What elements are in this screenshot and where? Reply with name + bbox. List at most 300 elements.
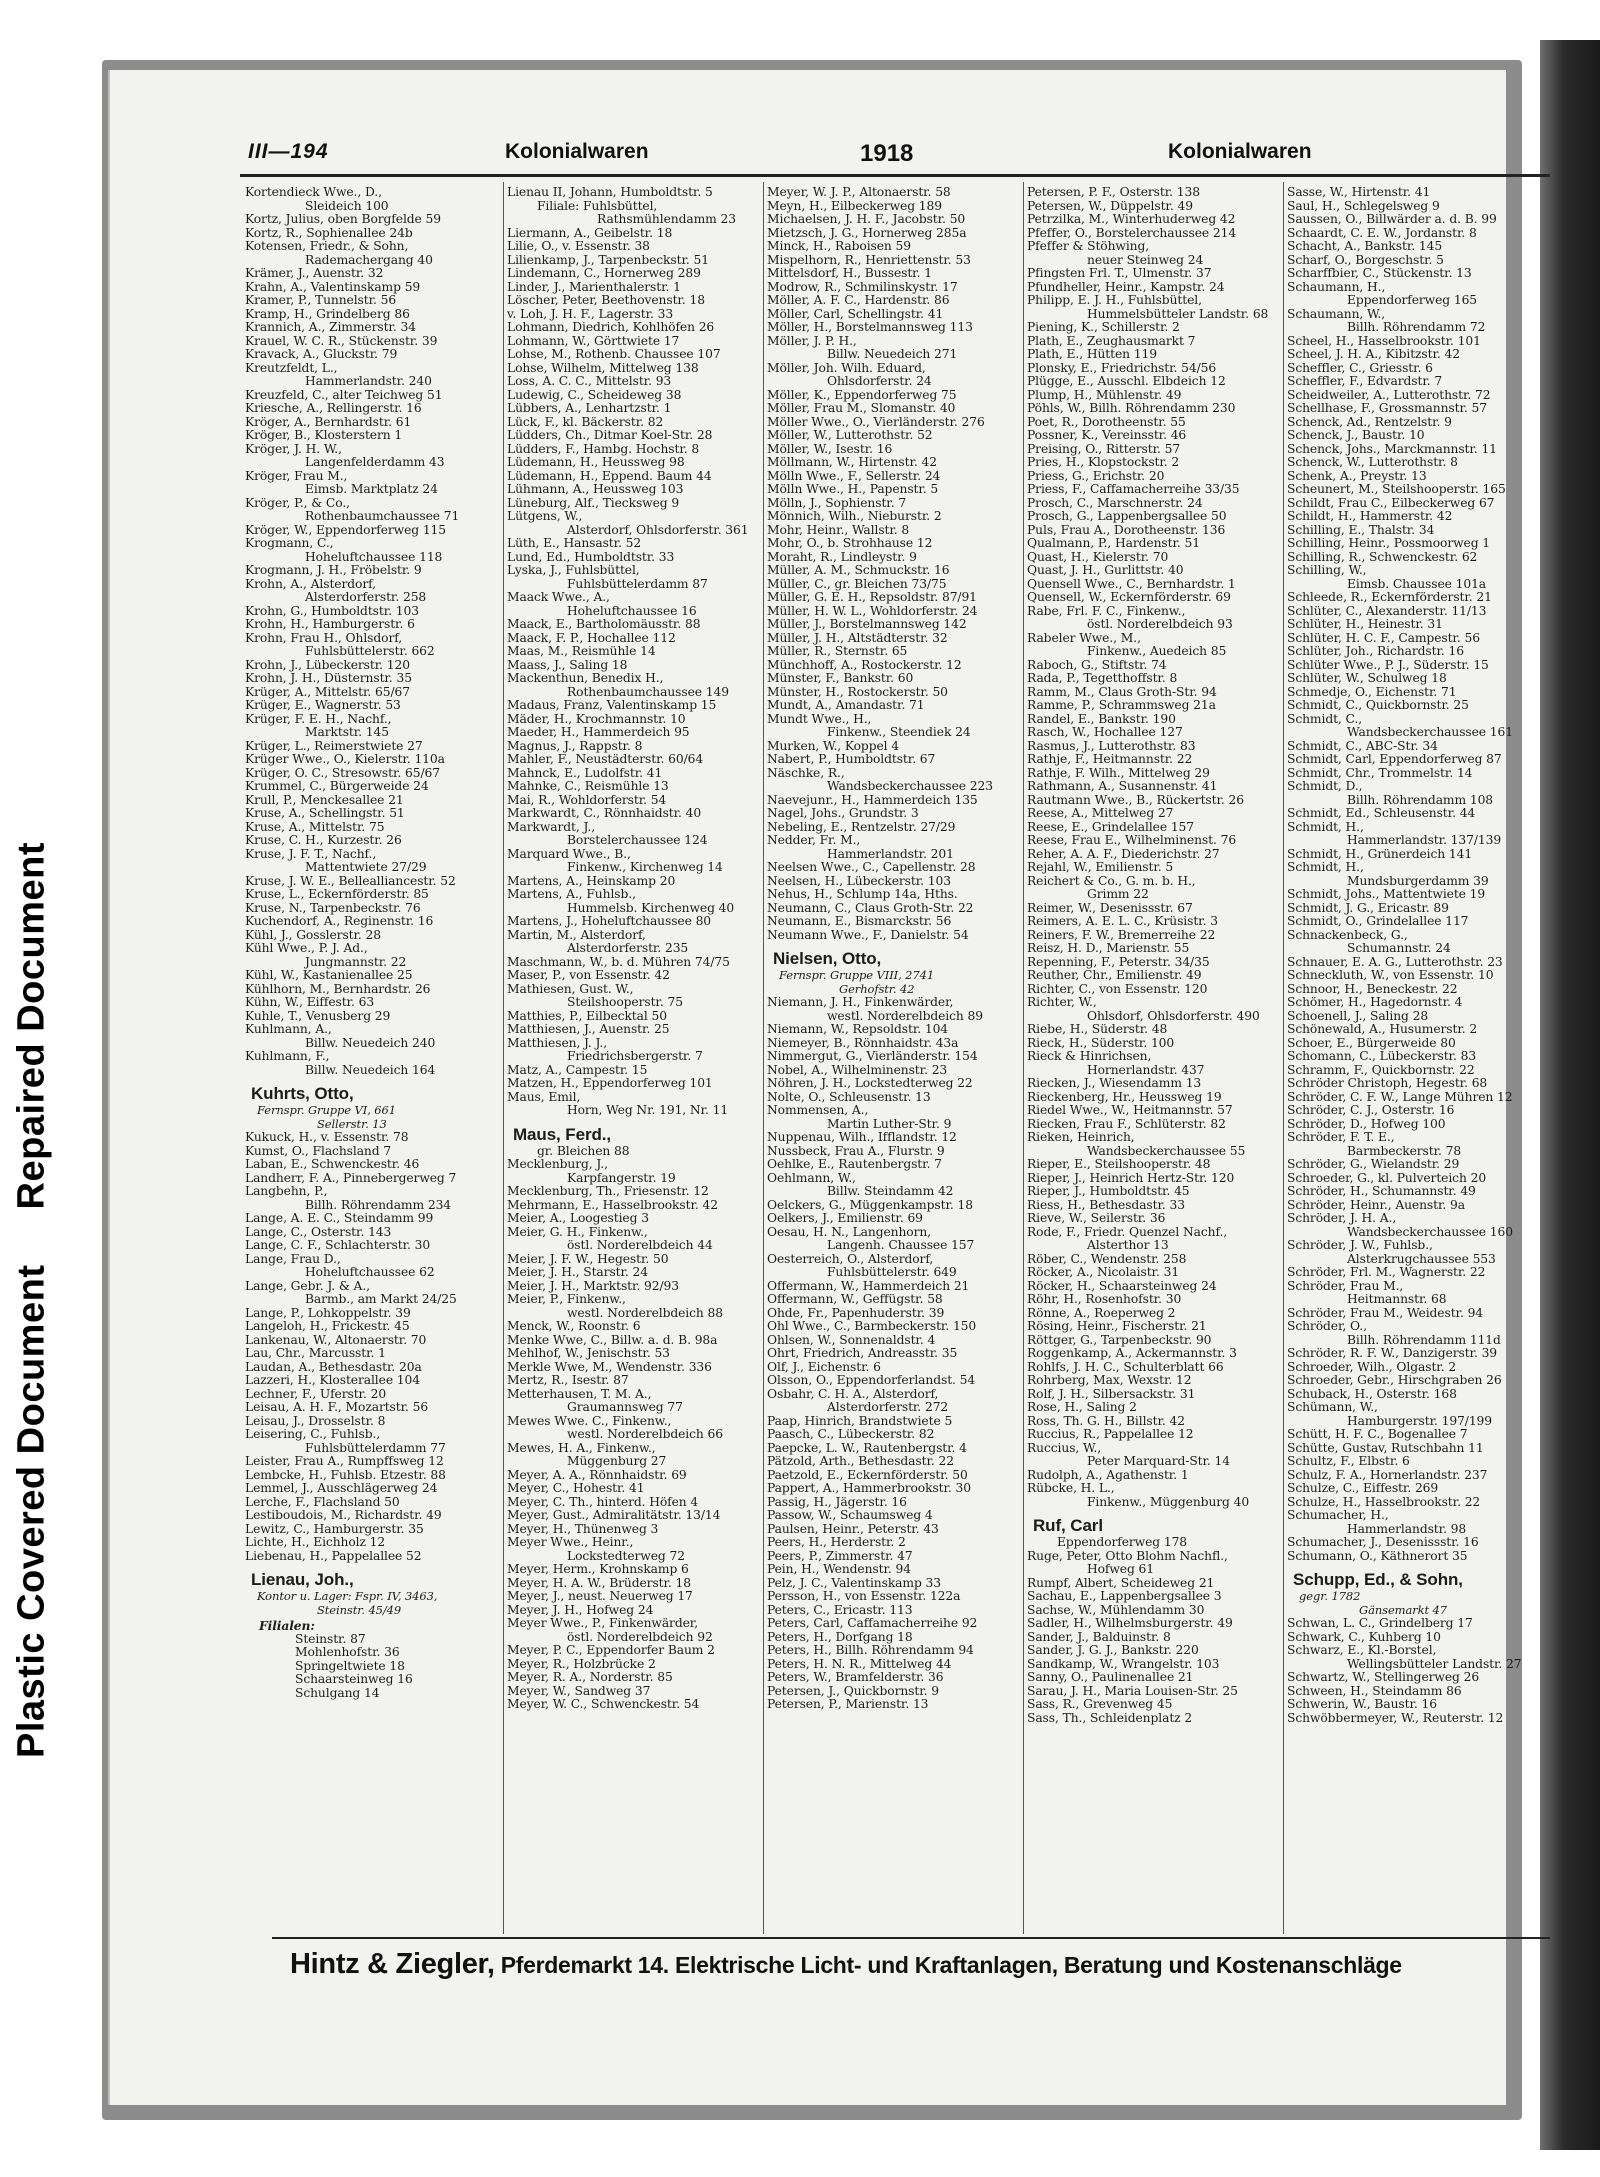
branch-address: Steinstr. 87 [295,1631,366,1646]
directory-entry: Nehus, H., Schlump 14a, Hths. [767,887,958,901]
directory-entry: Kravack, A., Gluckstr. 79 [245,347,398,361]
directory-entry: Löscher, Peter, Beethovenstr. 18 [507,293,705,307]
directory-entry: Kruse, L., Eckernförderstr. 85 [245,887,429,901]
directory-entry: Sanny, O., Paulinenallee 21 [1027,1670,1194,1684]
directory-entry: Schumacher, H., Hammerlandstr. 98 [1287,1508,1467,1536]
directory-entry: Schütt, H. F. C., Bogenallee 7 [1287,1427,1468,1441]
directory-entry: Rudolph, A., Agathenstr. 1 [1027,1467,1189,1482]
directory-entry: Meier, J. H., Marktstr. 92/93 [507,1278,679,1293]
directory-entry: Müller, J. H., Altstädterstr. 32 [767,630,948,645]
directory-entry: Mundt Wwe., H., Finkenw., Steendiek 24 [767,711,971,739]
directory-entry: Oelkers, J., Emilienstr. 69 [767,1211,923,1225]
directory-entry: Meyer, J. H., Hofweg 24 [507,1602,654,1617]
directory-entry: Schroeder, Wilh., Olgastr. 2 [1287,1359,1457,1374]
directory-entry: Sass, R., Grevenweg 45 [1027,1697,1173,1711]
directory-entry: Krüger, A., Mittelstr. 65/67 [245,684,410,699]
directory-entry: Raboch, G., Stiftstr. 74 [1027,657,1167,672]
advertisement-footer [290,1948,1560,1984]
featured-firm: Maus, Ferd., [513,1124,611,1144]
directory-entry: Rabeler Wwe., M., Finkenw., Auedeich 85 [1027,630,1227,658]
directory-entry: Maas, M., Reismühle 14 [507,644,656,658]
directory-entry: Paap, Hinrich, Brandstwiete 5 [767,1413,953,1428]
directory-entry: Röber, C., Wendenstr. 258 [1027,1251,1187,1266]
directory-entry: Kruse, N., Tarpenbeckstr. 76 [245,900,421,915]
directory-entry: Schumacher, J., Desenissstr. 16 [1287,1535,1479,1549]
directory-entry: Kröger, P., & Co., Rothenbaumchaussee 71 [245,495,460,523]
directory-entry: Lüdders, Ch., Ditmar Koel-Str. 28 [507,428,713,442]
directory-entry: Meier, P., Finkenw., westl. Norderelbdeich 88 [507,1292,724,1320]
directory-entry: Krohn, A., Alsterdorf, Alsterdorferstr. 258 [245,576,427,604]
directory-entry: Quast, J. H., Gurlittstr. 40 [1027,563,1184,577]
directory-entry: Scheel, J. H. A., Kibitzstr. 42 [1287,347,1460,361]
directory-entry: Mönnich, Wilh., Nieburstr. 2 [767,509,942,523]
directory-entry: Kröger, W., Eppendorferweg 115 [245,522,447,537]
column-divider [1283,182,1284,1934]
directory-entry: Schröder, C. F. W., Lange Mühren 12 [1287,1089,1513,1104]
directory-entry: Leisering, C., Fuhlsb., Fuhlsbüttelerdamm 77 [245,1427,446,1455]
directory-entry: Schulz, F. A., Hornerlandstr. 237 [1287,1467,1488,1482]
directory-entry: Ramm, M., Claus Groth-Str. 94 [1027,684,1217,699]
directory-entry: Mehrmann, E., Hasselbrookstr. 42 [507,1197,718,1212]
directory-entry: Schomann, C., Lübeckerstr. 83 [1287,1049,1477,1063]
directory-entry: Krogmann, J. H., Fröbelstr. 9 [245,563,422,577]
directory-entry: Paulsen, Heinr., Peterstr. 43 [767,1521,939,1536]
directory-entry: Schleede, R., Eckernförderstr. 21 [1287,590,1492,604]
directory-entry: Krohn, G., Humboldtstr. 103 [245,603,419,618]
directory-entry: Martens, A., Fuhlsb., Hummelsb. Kirchenweg 40 [507,887,735,915]
directory-entry: Magnus, J., Rappstr. 8 [507,738,643,753]
directory-entry: Schönewald, A., Husumerstr. 2 [1287,1022,1478,1036]
directory-entry: Rathje, F. Wilh., Mittelweg 29 [1027,765,1210,780]
directory-entry: Pappert, A., Hammerbrookstr. 30 [767,1481,972,1495]
directory-entry: Lohmann, Diedrich, Kohlhöfen 26 [507,320,715,334]
directory-entry: Pfeffer & Stöhwing, neuer Steinweg 24 [1027,239,1204,267]
directory-entry: Münster, H., Rostockerstr. 50 [767,684,948,699]
directory-entry: Nabert, P., Humboldtstr. 67 [767,752,936,766]
directory-entry: gr. Bleichen 88 [537,1143,630,1158]
directory-entry: Schröder, C. J., Osterstr. 16 [1287,1103,1455,1117]
directory-entry: Schellhase, F., Grossmannstr. 57 [1287,401,1487,415]
directory-entry: Meyer, C. Th., hinterd. Höfen 4 [507,1494,699,1509]
directory-entry: Schröder, F. T. E., Barmbeckerstr. 78 [1287,1130,1462,1158]
directory-entry: Nagel, Johs., Grundstr. 3 [767,806,919,820]
directory-entry: Richter, C., von Essenstr. 120 [1027,981,1208,996]
directory-entry: v. Loh, J. H. F., Lagerstr. 33 [507,306,674,321]
directory-entry: Langeloh, H., Frickestr. 45 [245,1319,410,1333]
directory-entry: Naevejunr., H., Hammerdeich 135 [767,792,978,807]
directory-entry: Schenck, Ad., Rentzelstr. 9 [1287,414,1452,429]
column-divider [1023,182,1024,1934]
directory-entry: Krüger, F. E. H., Nachf., Marktstr. 145 [245,711,392,739]
directory-entry: Pfingsten Frl. T., Ulmenstr. 37 [1027,266,1212,280]
directory-entry: Pätzold, Arth., Bethesdastr. 22 [767,1454,954,1468]
directory-entry: Oehlmann, W., Billw. Steindamm 42 [767,1170,954,1198]
directory-entry: Schaumann, H., Eppendorferweg 165 [1287,279,1478,307]
directory-entry: Rübcke, H. L., Finkenw., Müggenburg 40 [1027,1481,1250,1509]
directory-entry: Meier, J. F. W., Hegestr. 50 [507,1251,669,1266]
directory-entry: Schmidt, H., Hammerlandstr. 137/139 [1287,819,1502,847]
featured-firm: Nielsen, Otto, [773,949,882,968]
directory-entry: Lange, A. E. C., Steindamm 99 [245,1211,434,1225]
directory-entry: Lüdemann, H., Eppend. Baum 44 [507,468,712,483]
directory-entry: Passow, W., Schaumsweg 4 [767,1508,933,1522]
directory-entry: Piening, K., Schillerstr. 2 [1027,320,1180,334]
directory-entry: Sachau, E., Lappenbergsallee 3 [1027,1589,1222,1603]
directory-entry: Quensell, W., Eckernförderstr. 69 [1027,590,1231,604]
directory-entry: Pries, H., Klopstockstr. 2 [1027,455,1180,469]
directory-entry: Lüneburg, Alf., Tiecksweg 9 [507,495,680,510]
directory-entry: Lestiboudois, M., Richardstr. 49 [245,1508,442,1522]
branches-heading: Filialen: [259,1618,315,1633]
directory-entry: Moraht, R., Lindleystr. 9 [767,549,917,564]
featured-firm: Ruf, Carl [1033,1516,1103,1535]
directory-entry: Meier, J. H., Starstr. 24 [507,1265,648,1279]
directory-entry: Kruse, A., Schellingstr. 51 [245,806,405,820]
directory-entry: Riecken, Frau F., Schlüterstr. 82 [1027,1116,1226,1131]
directory-entry: Krahn, A., Valentinskamp 59 [245,279,421,294]
directory-entry: Meyer, Herm., Krohnskamp 6 [507,1562,689,1576]
directory-entry: Sander, J. G. J., Bankstr. 220 [1027,1643,1199,1657]
directory-entry: Landherr, F. A., Pinnebergerweg 7 [245,1170,457,1185]
directory-entry: Kramp, H., Grindelberg 86 [245,306,410,321]
directory-entry: Mehlhof, W., Jenischstr. 53 [507,1346,670,1360]
directory-entry: Schmidt, O., Grindelallee 117 [1287,914,1469,928]
directory-entry: Ruccius, W., Peter Marquard-Str. 14 [1027,1440,1230,1468]
directory-entry: Möller, Carl, Schellingstr. 41 [767,306,944,321]
directory-entry: Reichert & Co., G. m. b. H., Grimm 22 [1027,873,1196,901]
directory-entry: Sander, J., Balduinstr. 8 [1027,1629,1171,1644]
column-3 [767,186,1019,1936]
directory-entry: Offermann, W., Geffügstr. 58 [767,1292,943,1306]
directory-entry: Ruccius, R., Pappelallee 12 [1027,1427,1194,1441]
directory-entry: Pelz, J. C., Valentinskamp 33 [767,1575,942,1590]
directory-entry: Schenck, Johs., Marckmannstr. 11 [1287,441,1497,456]
directory-entry: Lück, F., kl. Bäckerstr. 82 [507,414,664,429]
directory-entry: Meyer, W., Sandweg 37 [507,1683,651,1698]
column-2 [507,186,759,1936]
directory-entry: Schroeder, G., kl. Pulverteich 20 [1287,1170,1487,1185]
directory-entry: Lindemann, C., Hornerweg 289 [507,266,701,280]
directory-entry: Maeder, H., Hammerdeich 95 [507,725,690,739]
directory-entry: Krogmann, C., Hoheluftchaussee 118 [245,536,443,564]
directory-entry: Rönne, A., Roeperweg 2 [1027,1305,1176,1320]
directory-entry: Rösing, Heinr., Fischerstr. 21 [1027,1319,1207,1333]
directory-entry: Kortz, R., Sophienallee 24b [245,225,413,240]
directory-entry: Peters, H. N. R., Mittelweg 44 [767,1656,952,1671]
directory-entry: Krüger Wwe., O., Kielerstr. 110a [245,752,445,766]
directory-entry: Peters, H., Billh. Röhrendamm 94 [767,1643,974,1657]
directory-entry: Eppendorferweg 178 [1057,1535,1188,1549]
directory-entry: Schlüter, Joh., Richardstr. 16 [1287,644,1464,658]
directory-entry: Schütte, Gustav, Rutschbahn 11 [1287,1440,1484,1455]
directory-entry: Schildt, H., Hammerstr. 42 [1287,509,1453,523]
directory-entry: Plath, E., Hütten 119 [1027,347,1157,361]
directory-entry: Schmidt, Ed., Schleusenstr. 44 [1287,806,1476,820]
directory-entry: Michaelsen, J. H. F., Jacobstr. 50 [767,212,966,226]
directory-entry: Riecken, J., Wiesendamm 13 [1027,1076,1202,1090]
directory-entry: Lüdemann, H., Heussweg 98 [507,455,685,469]
directory-entry: Meyer Wwe., Heinr., Lockstedterweg 72 [507,1535,685,1563]
directory-entry: Schwan, L. C., Grindelberg 17 [1287,1616,1473,1630]
directory-entry: Müller, C., gr. Bleichen 73/75 [767,576,947,591]
directory-entry: Nedder, Fr. M., Hammerlandstr. 201 [767,833,954,861]
directory-entry: Passig, H., Jägerstr. 16 [767,1494,907,1509]
directory-entry: Lühmann, A., Heussweg 103 [507,482,684,496]
directory-entry: Plump, H., Mühlenstr. 49 [1027,387,1182,402]
directory-entry: Murken, W., Koppel 4 [767,738,900,753]
directory-entry: Olf, J., Eichenstr. 6 [767,1359,881,1374]
directory-entry: Lüth, E., Hansastr. 52 [507,536,642,550]
directory-entry: Sadler, H., Wilhelmsburgerstr. 49 [1027,1616,1233,1630]
directory-entry: Kröger, J. H. W., Langenfelderdamm 43 [245,441,445,469]
directory-entry: Schröder, H., Schumannstr. 49 [1287,1184,1476,1198]
directory-entry: Persson, H., von Essenstr. 122a [767,1589,961,1603]
directory-entry: Lichte, H., Eichholz 12 [245,1535,386,1549]
directory-entry: Plügge, E., Ausschl. Elbdeich 12 [1027,374,1226,388]
directory-entry: Kuhlmann, F., Billw. Neuedeich 164 [245,1049,436,1077]
directory-entry: Possner, K., Vereinsstr. 46 [1027,428,1187,442]
directory-entry: Lerche, F., Flachsland 50 [245,1494,400,1509]
directory-entry: Rose, H., Saling 2 [1027,1400,1137,1414]
directory-entry: Schulze, C., Eiffestr. 269 [1287,1481,1439,1495]
directory-entry: Mewes, H. A., Finkenw., Müggenburg 27 [507,1440,667,1468]
page-number: III—194 [248,140,329,163]
directory-entry: Schümann, W., Hamburgerstr. 197/199 [1287,1400,1492,1428]
directory-entry: Rumpf, Albert, Scheideweg 21 [1027,1575,1215,1590]
directory-entry: Lazzeri, H., Klosterallee 104 [245,1373,420,1387]
footer-firm: Hintz & Ziegler, [290,1948,495,1980]
directory-entry: Röcker, H., Schaarsteinweg 24 [1027,1278,1217,1293]
directory-entry: Schröder, G., Wielandstr. 29 [1287,1157,1460,1171]
directory-entry: Krauel, W. C. R., Stückenstr. 39 [245,333,438,348]
directory-entry: Ruge, Peter, Otto Blohm Nachfl., Hofweg 61 [1027,1548,1228,1576]
directory-entry: Neumann, E., Bismarckstr. 56 [767,914,952,928]
directory-entry: Randel, E., Bankstr. 190 [1027,711,1176,726]
directory-entry: Rieckenberg, Hr., Heussweg 19 [1027,1089,1222,1104]
directory-entry: Lange, C., Osterstr. 143 [245,1224,392,1239]
year-title: 1918 [860,140,914,167]
directory-entry: Meyer, H. A. W., Brüderstr. 18 [507,1575,691,1590]
directory-entry: Oelckers, G., Müggenkampstr. 18 [767,1197,973,1212]
directory-entry: Münster, F., Bankstr. 60 [767,671,914,685]
directory-entry: Kortendieck Wwe., D., Sleideich 100 [245,186,389,213]
directory-entry: Reher, A. A. F., Diederichstr. 27 [1027,846,1220,861]
repaired-label: Repaired Document [10,841,53,1210]
directory-entry: Kröger, Frau M., Eimsb. Marktplatz 24 [245,468,438,496]
directory-entry: Lange, P., Lohkoppelstr. 39 [245,1305,411,1320]
directory-entry: Ohlsen, W., Sonnenaldstr. 4 [767,1332,936,1347]
directory-entry: Schneckluth, W., von Essenstr. 10 [1287,968,1494,982]
column-divider [763,182,764,1934]
directory-entry: Reimer, W., Desenissstr. 67 [1027,900,1193,915]
directory-entry: Maus, Emil, Horn, Weg Nr. 191, Nr. 11 [507,1089,729,1117]
directory-entry: Schulze, H., Hasselbrookstr. 22 [1287,1494,1481,1509]
directory-entry: Mertz, R., Isestr. 87 [507,1373,629,1387]
directory-entry: Schramm, F., Quickbornstr. 22 [1287,1062,1475,1077]
directory-entry: Peters, H., Dorfgang 18 [767,1629,913,1644]
directory-entry: Sass, Th., Schleidenplatz 2 [1027,1710,1193,1725]
directory-entry: Plonsky, E., Friedrichstr. 54/56 [1027,360,1217,375]
directory-entry: Mölln Wwe., F., Sellerstr. 24 [767,468,941,483]
directory-entry: Reuther, Chr., Emilienstr. 49 [1027,968,1202,982]
directory-entry: Rautmann Wwe., B., Rückertstr. 26 [1027,792,1244,807]
directory-entry: Saussen, O., Billwärder a. d. B. 99 [1287,212,1497,226]
directory-entry: Meier, A., Loogestieg 3 [507,1211,649,1225]
directory-entry: Meyer, A. A., Rönnhaidstr. 69 [507,1467,687,1482]
directory-entry: Meyer, W. J. P., Altonaerstr. 58 [767,186,951,199]
directory-entry: Sasse, W., Hirtenstr. 41 [1287,186,1431,199]
directory-entry: Menke Wwe, C., Billw. a. d. B. 98a [507,1332,718,1347]
directory-entry: Lilienkamp, J., Tarpenbeckstr. 51 [507,252,709,267]
directory-entry: Schmidt, Carl, Eppendorferweg 87 [1287,752,1502,766]
directory-entry: Mewes Wwe. C., Finkenw., westl. Norderelbdeich 66 [507,1413,724,1441]
directory-entry: Möller, H., Borstelmannsweg 113 [767,320,973,334]
directory-entry: Schröder, Frau M., Weidestr. 94 [1287,1305,1484,1320]
directory-entry: Schilling, W., Eimsb. Chaussee 101a [1287,563,1487,591]
branch-address: Schaarsteinweg 16 [295,1672,413,1686]
directory-entry: Poet, R., Dorotheenstr. 55 [1027,414,1186,429]
directory-entry: Philipp, E. J. H., Fuhlsbüttel, Hummelsbütteler Landstr. 68 [1027,293,1269,321]
directory-entry: Schnoor, H., Beneckestr. 22 [1287,981,1458,996]
directory-entry: Lechner, F., Uferstr. 20 [245,1386,387,1401]
directory-entry: Schroeder, Gebr., Hirschgraben 26 [1287,1373,1502,1387]
directory-entry: Petersen, P. F., Osterstr. 138 [1027,186,1200,199]
directory-entry: Kühlhorn, M., Bernhardstr. 26 [245,981,431,996]
directory-entry: Nöhren, J. H., Lockstedterweg 22 [767,1076,973,1090]
directory-entry: Schröder, R. F. W., Danzigerstr. 39 [1287,1346,1498,1360]
directory-entry: Schmidt, Chr., Trommelstr. 14 [1287,765,1473,780]
directory-entry: Rasmus, J., Lutterothstr. 83 [1027,738,1196,753]
featured-firm: Kuhrts, Otto, [251,1084,354,1103]
directory-entry: Schuback, H., Osterstr. 168 [1287,1386,1457,1401]
directory-entry: Kruse, C. H., Kurzestr. 26 [245,833,402,847]
directory-entry: Mai, R., Wohldorferstr. 54 [507,792,667,807]
directory-entry: Meyer, W. C., Schwenckestr. 54 [507,1697,700,1711]
directory-entry: Priess, G., Erichstr. 20 [1027,468,1165,483]
directory-entry: Kröger, B., Klosterstern 1 [245,428,403,442]
directory-entry: Krohn, J. H., Düsternstr. 35 [245,671,412,685]
directory-entry: Lund, Ed., Humboldtstr. 33 [507,549,675,564]
directory-entry: Marquard Wwe., B., Finkenw., Kirchenweg 14 [507,846,723,874]
directory-entry: Reese, Frau E., Wilhelminenst. 76 [1027,833,1237,847]
directory-entry: Rieck, H., Süderstr. 100 [1027,1035,1175,1050]
directory-entry: Lange, Frau D., Hoheluftchaussee 62 [245,1251,435,1279]
directory-entry: Mölln Wwe., H., Papenstr. 5 [767,482,939,496]
directory-entry: Lübbers, A., Lenhartzstr. 1 [507,401,672,415]
side-label [0,600,64,2000]
directory-entry: Möller, Frau M., Slomanstr. 40 [767,401,956,415]
directory-entry: Kühl, W., Kastanienallee 25 [245,968,413,982]
directory-entry: Langbehn, P., Billh. Röhrendamm 234 [245,1184,452,1212]
directory-entry: Neumann Wwe., F., Danielstr. 54 [767,927,969,942]
directory-entry: Schumann, O., Käthnerort 35 [1287,1548,1468,1563]
directory-entry: Rathje, F., Heitmannstr. 22 [1027,752,1193,766]
directory-entry: Müller, A. M., Schmuckstr. 16 [767,563,950,577]
directory-entry: Röcker, A., Nicolaistr. 31 [1027,1265,1180,1279]
header-rule [240,174,1550,177]
directory-entry: Reisz, H. D., Marienstr. 55 [1027,941,1190,955]
directory-entry: Meyer, Gust., Admiralitätstr. 13/14 [507,1508,721,1522]
directory-entry: Kreuzfeld, C., alter Teichweg 51 [245,387,443,402]
directory-entry: Maass, J., Saling 18 [507,657,628,672]
directory-entry: Lohmann, W., Görttwiete 17 [507,333,680,348]
directory-entry: Möller, W., Lutterothstr. 52 [767,428,933,442]
directory-entry: Pein, H., Wendenstr. 94 [767,1562,911,1576]
directory-entry: Kortz, Julius, oben Borgfelde 59 [245,212,441,226]
directory-entry: Schwark, C., Kuhberg 10 [1287,1629,1441,1644]
directory-entry: Martin, M., Alsterdorf, Alsterdorferstr. 235 [507,927,689,955]
directory-entry: Lemmel, J., Ausschlägerweg 24 [245,1481,438,1495]
directory-entry: Krull, P., Menckesallee 21 [245,792,404,807]
directory-entry: Offermann, W., Hammerdeich 21 [767,1278,970,1293]
directory-entry: Kreutzfeldt, L., Hammerlandstr. 240 [245,360,432,388]
directory-entry: Kotensen, Friedr., & Sohn, Rademachergang 40 [245,239,433,267]
directory-entry: Maser, P., von Essenstr. 42 [507,968,670,982]
directory-entry: Oesterreich, O., Alsterdorf, Fuhlsbüttelerstr. 649 [767,1251,957,1279]
directory-entry: Maack, F. P., Hochallee 112 [507,630,676,645]
directory-entry: Scharffbier, C., Stückenstr. 13 [1287,266,1472,280]
directory-entry: Repenning, F., Peterstr. 34/35 [1027,954,1210,969]
directory-entry: Prosch, C., Marschnerstr. 24 [1027,495,1203,510]
directory-entry: Rolf, J. H., Silbersackstr. 31 [1027,1386,1196,1401]
directory-entry: Nolte, O., Schleusenstr. 13 [767,1089,931,1104]
directory-columns [245,182,1550,1937]
directory-entry: Paepcke, L. W., Rautenbergstr. 4 [767,1440,967,1455]
directory-entry: Krohn, J., Lübeckerstr. 120 [245,657,410,672]
directory-entry: Leisau, A. H. F., Mozartstr. 56 [245,1400,429,1414]
directory-entry: Schmidt, D., Billh. Röhrendamm 108 [1287,779,1494,807]
directory-entry: Maack, E., Bartholomäusstr. 88 [507,617,701,631]
directory-entry: Rieper, E., Steilshooperstr. 48 [1027,1157,1211,1171]
directory-entry: Kühn, W., Eiffestr. 63 [245,995,375,1009]
directory-entry: Minck, H., Raboisen 59 [767,239,911,253]
directory-entry: Scheffler, C., Griesstr. 6 [1287,360,1433,375]
directory-entry: Müller, R., Sternstr. 65 [767,644,908,658]
directory-entry: Nuppenau, Wilh., Ifflandstr. 12 [767,1130,957,1144]
directory-entry: Kriesche, A., Rellingerstr. 16 [245,401,422,415]
directory-entry: Rathmann, A., Susannenstr. 41 [1027,779,1218,793]
directory-entry: Laudan, A., Bethesdastr. 20a [245,1359,422,1374]
directory-entry: Pöhls, W., Billh. Röhrendamm 230 [1027,401,1236,415]
directory-entry: Schween, H., Steindamm 86 [1287,1683,1462,1698]
directory-entry: Schoer, E., Bürgerweide 80 [1287,1035,1456,1050]
directory-entry: Kühl, J., Gosslerstr. 28 [245,927,381,942]
directory-entry: Oehlke, E., Rautenbergstr. 7 [767,1157,942,1171]
directory-entry: Lewitz, C., Hamburgerstr. 35 [245,1521,424,1536]
directory-entry: Meyer, R. A., Norderstr. 85 [507,1670,673,1684]
column-4 [1027,186,1279,1936]
directory-entry: Ohde, Fr., Papenhuderstr. 39 [767,1305,945,1320]
directory-entry: Schröder, Frau M., Heitmannstr. 68 [1287,1278,1447,1306]
directory-entry: Scharf, O., Borgeschstr. 5 [1287,252,1444,267]
firm-details: Fernspr. Gruppe VI, 661 Sellerstr. 13 [257,1103,396,1131]
directory-entry: Möllmann, W., Hirtenstr. 42 [767,455,937,469]
directory-entry: Rada, P., Tegetthoffstr. 8 [1027,671,1178,685]
directory-entry: Schacht, A., Bankstr. 145 [1287,239,1443,253]
directory-entry: Schmidt, H., Mundsburgerdamm 39 [1287,860,1489,888]
directory-entry: Lütgens, W., Alsterdorf, Ohlsdorferstr. 361 [507,509,749,537]
directory-entry: Scheunert, M., Steilshooperstr. 165 [1287,482,1506,496]
directory-entry: Menck, W., Roonstr. 6 [507,1319,641,1333]
directory-entry: Sandkamp, W., Wrangelstr. 103 [1027,1656,1220,1671]
directory-entry: Riedel Wwe., W., Heitmannstr. 57 [1027,1103,1233,1117]
directory-entry: Meyer, J., neust. Neuerweg 17 [507,1589,693,1603]
directory-entry: Kuhlmann, A., Billw. Neuedeich 240 [245,1022,436,1050]
directory-entry: Nimmergut, G., Vierländerstr. 154 [767,1049,978,1063]
footer-text: Elektrische Licht- und Kraftanlagen, Beratung und Kostenanschläge [674,1952,1402,1978]
featured-firm: Schupp, Ed., & Sohn, [1293,1570,1463,1589]
directory-entry: Rabe, Frl. F. C., Finkenw., östl. Norderelbdeich 93 [1027,603,1233,631]
